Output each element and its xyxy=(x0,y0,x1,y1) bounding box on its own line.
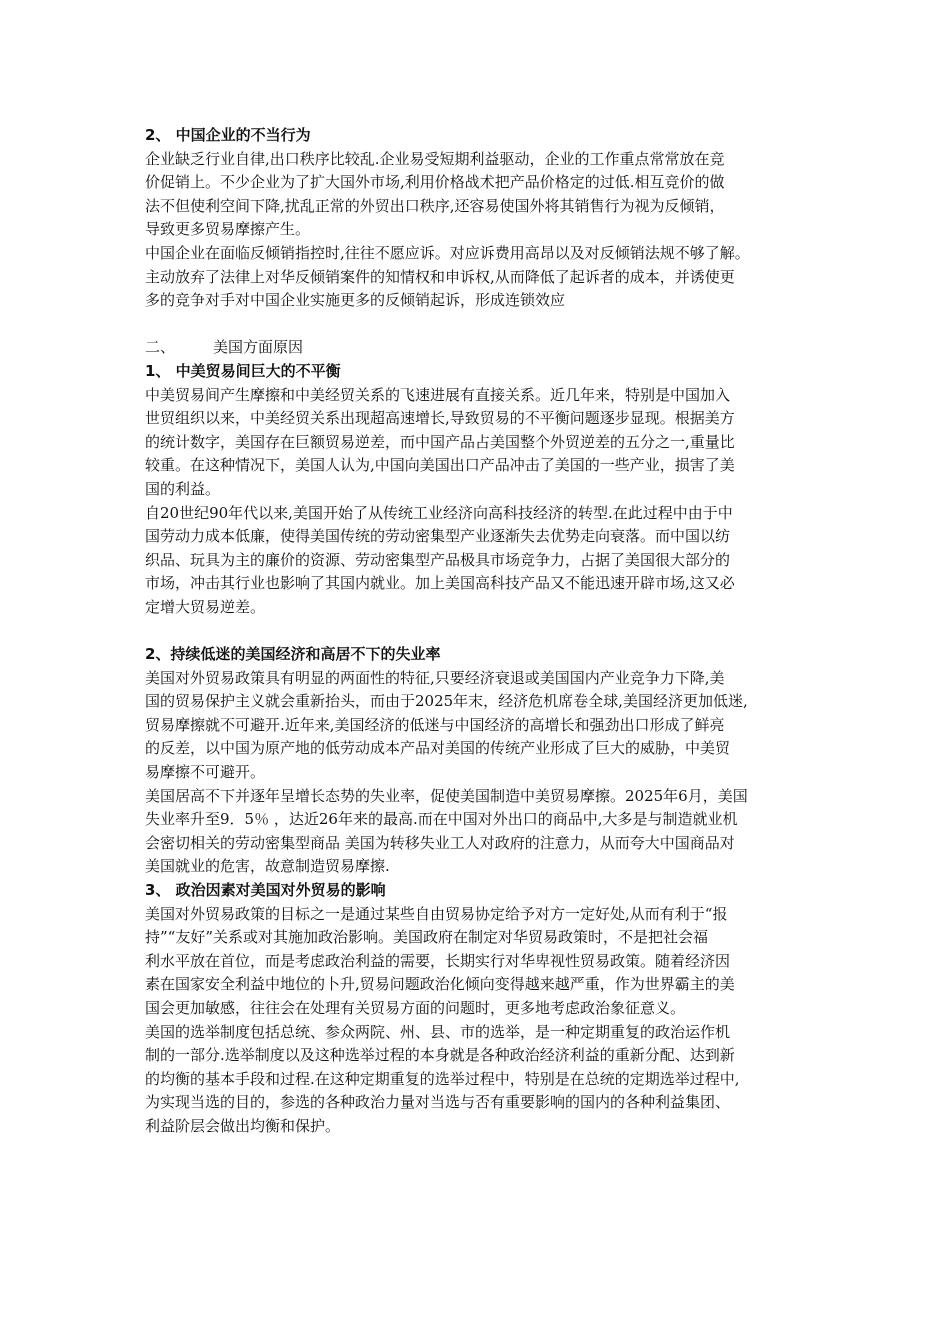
text-line: 制的一部分.选举制度以及这种选举过程的本身就是各种政治经济利益的重新分配、达到新 xyxy=(145,1046,735,1065)
paragraph-china-enterprise-1 xyxy=(145,148,825,242)
text-line: 的反差，以中国为原产地的低劳动成本产品对美国的传统产业形成了巨大的威胁，中美贸 xyxy=(145,739,731,758)
text-line: 美国的选举制度包括总统、参众两院、州、县、市的选举，是一种定期重复的政治运作机 xyxy=(145,1022,731,1041)
text-line: 美国居高不下并逐年呈增长态势的失业率，促使美国制造中美贸易摩擦。2025年6月，美国 xyxy=(145,786,748,805)
text-line: 贸易摩擦就不可避开.近年来,美国经济的低迷与中国经济的高增长和强劲出口形成了鲜亮 xyxy=(145,715,725,734)
text-line: 市场，冲击其行业也影响了其国内就业。加上美国高科技产品又不能迅速开辟市场,这又必 xyxy=(145,574,735,593)
document-body xyxy=(145,124,825,1139)
text-line: 美国对外贸易政策的目标之一是通过某些自由贸易协定给予对方一定好处,从而有利于“报 xyxy=(145,904,728,923)
text-line: 织品、玩具为主的廉价的资源、劳动密集型产品极具市场竞争力，占据了美国很大部分的 xyxy=(145,550,731,569)
section-heading-political-factors: 3、 政治因素对美国对外贸易的影响 xyxy=(145,881,386,899)
text-line: 国劳动力成本低廉，使得美国传统的劳动密集型产业逐渐失去优势走向衰落。而中国以纺 xyxy=(145,527,731,546)
blank-line xyxy=(145,619,825,643)
text-line: 企业缺乏行业自律,出口秩序比较乱.企业易受短期利益驱动，企业的工作重点常常放在竞 xyxy=(145,149,725,168)
part-heading-us-reasons xyxy=(145,336,825,360)
text-line: 易摩擦不可避开。 xyxy=(145,763,266,782)
part-title: 美国方面原因 xyxy=(213,338,304,357)
text-line: 导致更多贸易摩擦产生。 xyxy=(145,220,311,239)
text-line: 素在国家安全利益中地位的卜升,贸易问题政治化倾向变得越来越严重，作为世界霸主的美 xyxy=(145,975,735,994)
blank-line xyxy=(145,313,825,337)
text-line: 失业率升至9．5％ ，达近26年来的最高.而在中国对外出口的商品中,大多是与制造就业机 xyxy=(145,810,738,829)
text-line: 国的贸易保护主义就会重新抬头，而由于2025年末，经济危机席卷全球,美国经济更加低迷, xyxy=(145,692,748,711)
text-line: 中国企业在面临反倾销指控时,往往不愿应诉。对应诉费用高昂以及对反倾销法规不够了解。 xyxy=(145,243,750,262)
text-line: 主动放弃了法律上对华反倾销案件的知情权和申诉权,从而降低了起诉者的成本，并诱使更 xyxy=(145,267,735,286)
text-line: 持”“友好”关系或对其施加政治影响。美国政府在制定对华贸易政策时，不是把社会福 xyxy=(145,928,709,947)
text-line: 国会更加敏感，往往会在处理有关贸易方面的问题时，更多地考虑政治象征意义。 xyxy=(145,998,686,1017)
text-line: 国的利益。 xyxy=(145,479,221,498)
section-heading-trade-imbalance: 1、 中美贸易间巨大的不平衡 xyxy=(145,361,341,380)
paragraph-economy-unemployment-1 xyxy=(145,667,825,785)
paragraph-trade-imbalance-1 xyxy=(145,384,825,502)
paragraph-political-factors-2 xyxy=(145,1021,825,1139)
paragraph-economy-unemployment-2 xyxy=(145,785,825,879)
text-line: 的均衡的基本手段和过程.在这种定期重复的选举过程中，特别是在总统的定期选举过程中, xyxy=(145,1069,740,1088)
text-line: 定增大贸易逆差。 xyxy=(145,597,266,616)
part-number: 二、 xyxy=(145,338,176,357)
text-line: 会密切相关的劳动密集型商品 美国为转移失业工人对政府的注意力，从而夸大中国商品对 xyxy=(145,833,735,852)
section-heading-economy-unemployment: 2、持续低迷的美国经济和高居不下的失业率 xyxy=(145,645,441,664)
text-line: 多的竞争对手对中国企业实施更多的反倾销起诉，形成连锁效应 xyxy=(145,291,566,310)
paragraph-political-factors-1 xyxy=(145,903,825,1021)
paragraph-china-enterprise-2 xyxy=(145,242,825,313)
text-line: 利水平放在首位，而是考虑政治利益的需要，长期实行对华卑视性贸易政策。随着经济因 xyxy=(145,951,731,970)
text-line: 中美贸易间产生摩擦和中美经贸关系的飞速进展有直接关系。近几年来，特别是中国加入 xyxy=(145,385,731,404)
text-line: 为实现当选的目的，参选的各种政治力量对当选与否有重要影响的国内的各种利益集团、 xyxy=(145,1093,731,1112)
paragraph-trade-imbalance-2 xyxy=(145,502,825,620)
section-heading-china-enterprise: 2、 中国企业的不当行为 xyxy=(145,126,311,144)
text-line: 自20世纪90年代以来,美国开始了从传统工业经济向高科技经济的转型.在此过程中由于中 xyxy=(145,503,733,522)
text-line: 的统计数字，美国存在巨额贸易逆差，而中国产品占美国整个外贸逆差的五分之一,重量比 xyxy=(145,432,735,451)
text-line: 美国就业的危害，故意制造贸易摩擦. xyxy=(145,857,390,876)
text-line: 利益阶层会做出均衡和保护。 xyxy=(145,1116,341,1135)
text-line: 较重。在这种情况下，美国人认为,中国向美国出口产品冲击了美国的一些产业，损害了美 xyxy=(145,456,735,475)
text-line: 美国对外贸易政策具有明显的两面性的特征,只要经济衰退或美国国内产业竞争力下降,美 xyxy=(145,668,725,687)
text-line: 价促销上。不少企业为了扩大国外市场,利用价格战术把产品价格定的过低.相互竞价的做 xyxy=(145,173,725,192)
text-line: 世贸组织以来，中美经贸关系出现超高速增长,导致贸易的不平衡问题逐步显现。根据美方 xyxy=(145,409,735,428)
text-line: 法不但使利空间下降,扰乱正常的外贸出口秩序,还容易使国外将其销售行为视为反倾销， xyxy=(145,196,725,215)
